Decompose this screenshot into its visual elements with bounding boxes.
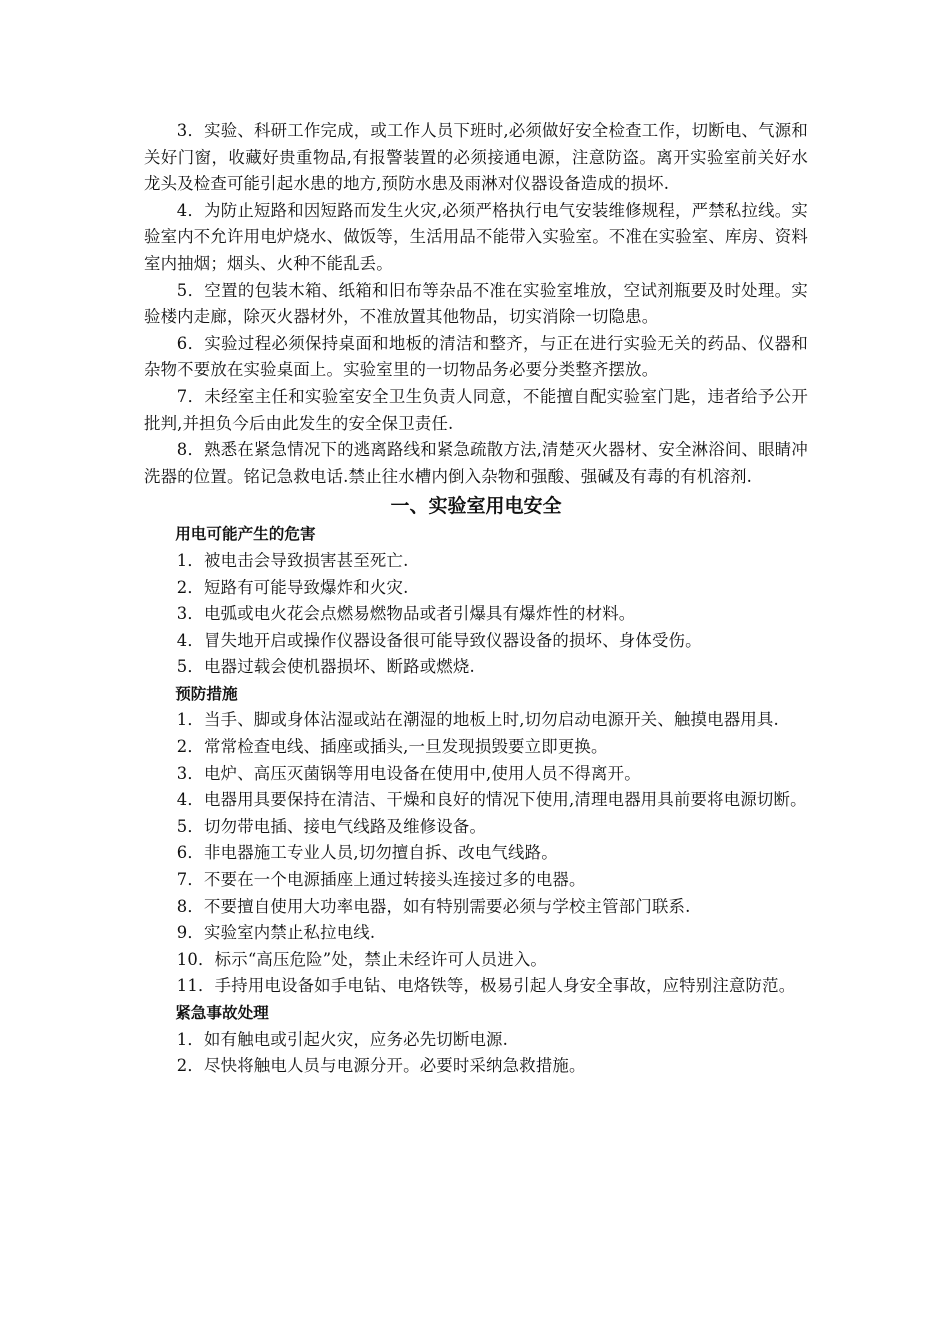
rule-6: 6．实验过程必须保持桌面和地板的清洁和整齐，与正在进行实验无关的药品、仪器和杂物不要放在实验桌面上。实验室里的一切物品务必要分类整齐摆放。 [144,333,808,380]
intro-rules [144,118,808,490]
prevention-item: 7．不要在一个电源插座上通过转接头连接过多的电器。 [176,870,586,890]
prevention-section [144,681,808,1000]
prevention-item: 2．常常检查电线、插座或插头,一旦发现损毁要立即更换。 [176,737,608,757]
rule-8: 8．熟悉在紧急情况下的逃离路线和紧急疏散方法,清楚灭火器材、安全淋浴间、眼睛冲洗器的位置。铭记急救电话.禁止往水槽内倒入杂物和强酸、强碱及有毒的有机溶剂. [144,440,808,486]
prevention-item: 6．非电器施工专业人员,切勿擅自拆、改电气线路。 [176,843,558,863]
prevention-item: 1．当手、脚或身体沾湿或站在潮湿的地板上时,切勿启动电源开关、触摸电器用具. [176,710,779,730]
emergency-item: 2．尽快将触电人员与电源分开。必要时采纳急救措施。 [176,1056,586,1076]
prevention-item: 4．电器用具要保持在清洁、干燥和良好的情况下使用,清理电器用具前要将电源切断。 [176,790,807,810]
rule-7: 7．未经室主任和实验室安全卫生负责人同意，不能擅自配实验室门匙，违者给予公开批判,并担负今后由此发生的安全保卫责任. [144,386,808,433]
hazard-item: 4．冒失地开启或操作仪器设备很可能导致仪器设备的损坏、身体受伤。 [176,630,702,650]
prevention-item: 3．电炉、高压灭菌锅等用电设备在使用中,使用人员不得离开。 [176,763,641,783]
section-title: 一、实验室用电安全 [390,495,562,518]
rule-4: 4．为防止短路和因短路而发生火灾,必须严格执行电气安装维修规程，严禁私拉线。实验室内不允许用电炉烧水、做饭等，生活用品不能带入实验室。不准在实验室、库房、资料室内抽烟；烟头、火种不能乱丢。 [144,200,808,273]
hazards-heading: 用电可能产生的危害 [175,525,316,544]
prevention-item: 5．切勿带电插、接电气线路及维修设备。 [176,816,487,836]
hazard-item: 2．短路有可能导致爆炸和火灾. [176,577,409,597]
rule-5: 5．空置的包装木箱、纸箱和旧布等杂品不准在实验室堆放，空试剂瓶要及时处理。实验楼内走廊，除灭火器材外，不准放置其他物品，切实消除一切隐患。 [144,280,808,327]
hazard-item: 1．被电击会导致损害甚至死亡. [176,550,409,570]
emergency-item: 1．如有触电或引起火灾，应务必先切断电源. [176,1029,509,1049]
prevention-heading: 预防措施 [175,684,238,703]
rule-3: 3．实验、科研工作完成，或工作人员下班时,必须做好安全检查工作，切断电、气源和关好门窗，收藏好贵重物品,有报警装置的必须接通电源，注意防盗。离开实验室前关好水龙头及检查可能引起水患的地方,预防水患及雨淋对仪器设备造成的损坏. [144,121,808,194]
emergency-heading: 紧急事故处理 [175,1004,269,1022]
hazard-item: 5．电器过载会使机器损坏、断路或燃烧. [176,657,475,677]
prevention-item: 11．手持用电设备如手电钻、电烙铁等，极易引起人身安全事故，应特别注意防范。 [176,976,796,996]
document-page [144,118,808,1080]
hazard-item: 3．电弧或电火花会点燃易燃物品或者引爆具有爆炸性的材料。 [176,604,636,624]
hazards-section [144,521,808,681]
prevention-item: 8．不要擅自使用大功率电器，如有特别需要必须与学校主管部门联系. [176,896,691,916]
prevention-item: 9．实验室内禁止私拉电线. [176,923,376,943]
prevention-item: 10．标示“高压危险”处，禁止未经许可人员进入。 [176,949,548,969]
emergency-section [144,1000,808,1080]
